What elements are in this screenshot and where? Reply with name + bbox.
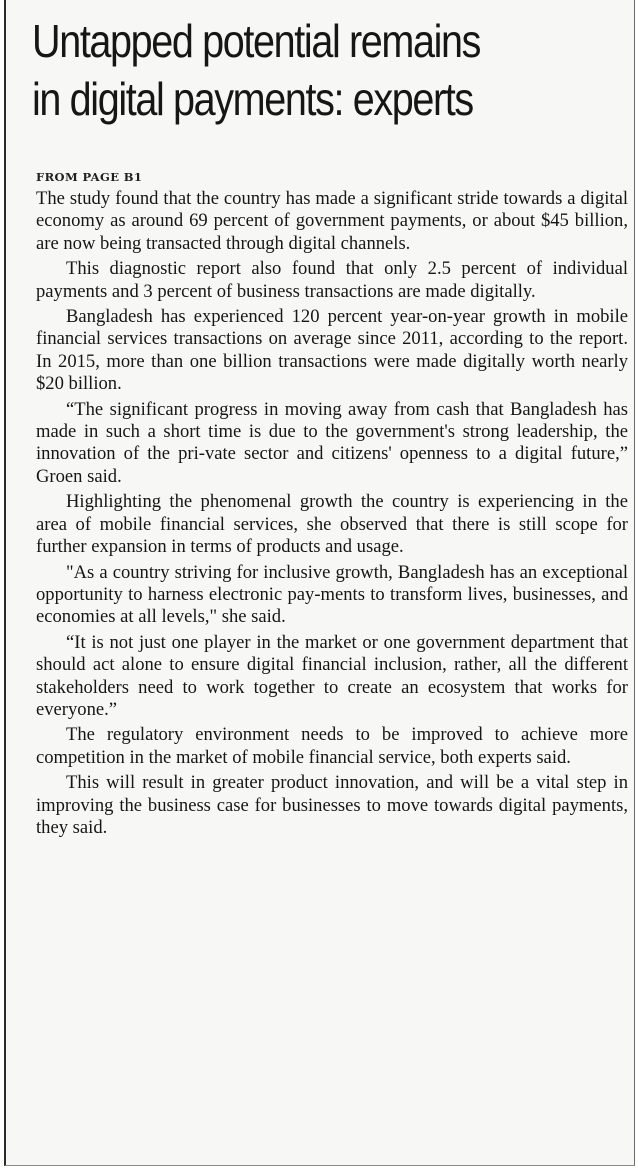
paragraph: The regulatory environment needs to be improved to achieve more competition in the market of mobile financial service, both experts said. bbox=[36, 724, 628, 768]
paragraph: Bangladesh has experienced 120 percent year-on-year growth in mobile financial services transactions on average since 2011, according to the report. In 2015, more than one billion transactions were made digitally worth nearly $20 billion. bbox=[36, 306, 628, 395]
paragraph: The study found that the country has made a significant stride towards a digital economy as around 69 percent of government payments, or about $45 billion, are now being transacted through digital channels. bbox=[36, 188, 628, 254]
headline-line-1: Untapped potential remains bbox=[32, 15, 481, 67]
paragraph: “It is not just one player in the market or one government department that should act alone to ensure digital financial inclusion, rather, all the different stakeholders need to work together to create an ecosystem that works for everyone.” bbox=[36, 631, 628, 720]
dateline: FROM PAGE B1 bbox=[36, 170, 143, 184]
paragraph: Highlighting the phenomenal growth the country is experiencing in the area of mobile financial services, she observed that there is still scope for further expansion in terms of products and usage. bbox=[36, 491, 628, 558]
headline-line-2: in digital payments: experts bbox=[32, 73, 473, 125]
paragraph: This diagnostic report also found that only 2.5 percent of individual payments and 3 percent of business transactions are made digitally. bbox=[36, 258, 628, 302]
paragraph: This will result in greater product innovation, and will be a vital step in improving the business case for businesses to move towards digital payments, they said. bbox=[36, 772, 628, 838]
paragraph: "As a country striving for inclusive growth, Bangladesh has an exceptional opportunity to harness electronic pay-ments to transform lives, businesses, and economies at all levels," she said. bbox=[36, 561, 628, 628]
headline bbox=[32, 12, 548, 128]
article-body bbox=[36, 188, 628, 842]
newspaper-clipping bbox=[4, 0, 635, 1166]
paragraph: “The significant progress in moving away from cash that Bangladesh has made in such a short time is due to the government's strong leadership, the innovation of the pri-vate sector and citizens' openness to a digital future,” Groen said. bbox=[36, 398, 628, 487]
